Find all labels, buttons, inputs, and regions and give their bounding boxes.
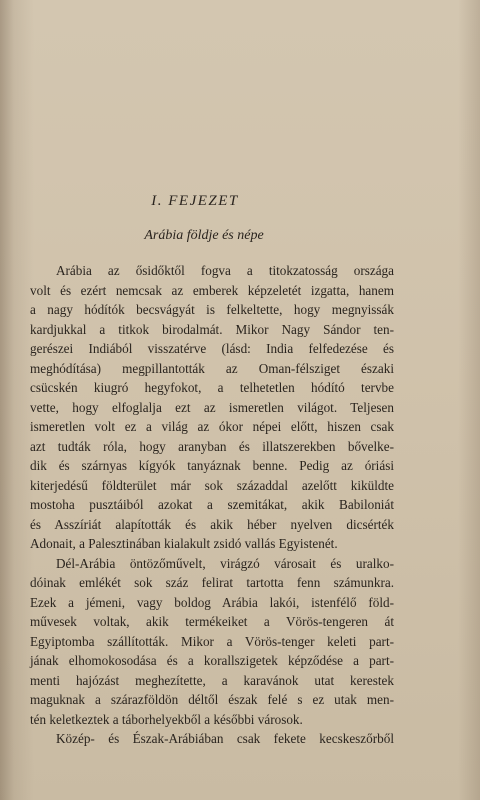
text-line: gerészei Indiából visszatérve (lásd: India felfedezése és [30,341,394,356]
text-line: meghódítása) megpillantották az Oman-félsziget északi [30,360,394,376]
chapter-heading: I. FEJEZET [151,193,239,209]
text-line: jának elhomokosodása és a korallszigetek képződése a part- [30,653,394,668]
text-line: Arábia az ősidőktől fogva a titokzatosság országa [56,263,394,278]
chapter-subheading: Arábia földje és népe [144,228,264,243]
text-line: csücskén kiugró hegyfokot, a telhetetlen hódító tervbe [30,380,394,395]
text-line: kardjukkal a titkok birodalmát. Mikor Nagy Sándor ten- [30,321,394,337]
text-line: mostoha pusztáiból azokat a szemitákat, akik Babiloniát [30,497,394,512]
text-line: Adonait, a Palesztinában kialakult zsidó vallás Egyistenét. [30,536,338,551]
text-line: ismeretlen volt ez a világ az ókor népei előtt, hiszen csak [30,419,394,434]
text-line: azt tudták róla, hogy aranyban és illatszerekben bővelke- [30,438,394,454]
text-line: dik és szárnyas kígyók tanyáznak benne. Pedig az óriási [30,458,394,473]
text-line: művesek voltak, akik termékeiket a Vörös-tengeren át [30,614,394,629]
text-line: a nagy hódítók becsvágyát is felkeltette, hogy megnyissák [30,302,394,317]
text-line: Egyiptomba szállították. Mikor a Vörös-tenger keleti part- [30,633,394,649]
text-line: Ezek a jémeni, vagy boldog Arábia lakói, istenfélő föld- [30,594,394,610]
text-line: maguknak a szárazföldön déltől észak felé s ez utak men- [30,692,394,707]
text-line: kiterjedésű földterület már sok századdal azelőtt kiküldte [30,477,394,493]
text-line: menti hajózást meghezítette, a karavánok utat kerestek [30,672,394,688]
text-line: Közép- és Észak-Arábiában csak fekete kecskeszőrből [56,731,394,746]
text-line: és Asszíriát alapították és akik héber nyelven dicsérték [30,516,394,532]
body-text [30,261,394,749]
text-line: vette, hogy elfoglalja ezt az ismeretlen világot. Teljesen [30,399,394,415]
text-line: Dél-Arábia öntözőművelt, virágzó városait és uralko- [56,555,394,571]
text-line: volt és ezért nemcsak az emberek képzeletét izgatta, hanem [30,282,394,298]
text-line: dóinak emlékét sok száz felirat tartotta fenn számunkra. [30,575,394,590]
text-line: tén keletkeztek a táborhelyekből a későbbi városok. [30,711,303,727]
